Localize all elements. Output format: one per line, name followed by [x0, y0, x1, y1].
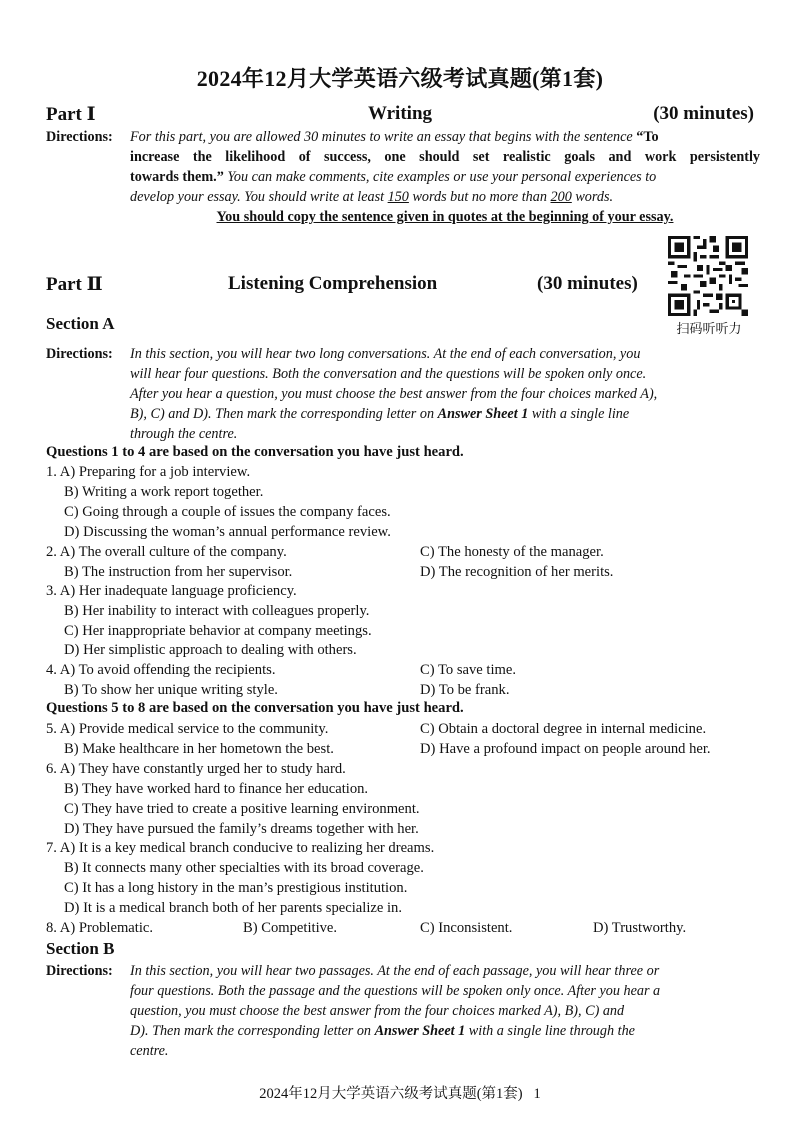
part1-time: (30 minutes)	[653, 103, 754, 124]
q6-option-c: C) They have tried to create a positive learning environment.	[64, 801, 420, 817]
qr-code-icon[interactable]	[668, 236, 748, 316]
q7-option-a: 7. A) It is a key medical branch conducive to realizing her dreams.	[46, 840, 435, 856]
q7-option-d: D) It is a medical branch both of her parents specialize in.	[64, 900, 402, 916]
q7-option-b: B) It connects many other specialties with its broad coverage.	[64, 860, 424, 876]
q1-option-d: D) Discussing the woman’s annual performance review.	[64, 524, 391, 540]
qr-caption: 扫码听听力	[676, 322, 742, 337]
q6-option-b: B) They have worked hard to finance her education.	[64, 781, 369, 797]
section-a-title: Section A	[46, 314, 115, 333]
q5-option-d: D) Have a profound impact on people around her.	[420, 741, 711, 757]
q2-option-b: B) The instruction from her supervisor.	[64, 564, 293, 580]
section-a-directions: In this section, you will hear two long conversations. At the end of each conversation, you will hear four questions. Both the conversation and the questions will be spoken only once. After you hear a question, you must choose the best answer from the four choices marked A), B), C) and D). Then mark the corresponding letter on Answer Sheet 1 with a single line through the centre.	[130, 346, 658, 442]
q5-option-c: C) Obtain a doctoral degree in internal medicine.	[420, 721, 707, 737]
q8-option-a: 8. A) Problematic.	[46, 920, 154, 936]
q3-option-a: 3. A) Her inadequate language proficiency.	[46, 583, 297, 599]
questions-5-8-heading: Questions 5 to 8 are based on the conversation you have just heard.	[46, 700, 464, 716]
q4-option-d: D) To be frank.	[420, 682, 510, 698]
page-title: 2024年12月大学英语六级考试真题(第1套)	[196, 66, 604, 91]
section-b-title: Section B	[46, 939, 115, 958]
q6-option-d: D) They have pursued the family’s dreams together with her.	[64, 821, 419, 837]
section-b-directions: In this section, you will hear two passages. At the end of each passage, you will hear three or four questions. Both the passage and the questions will be spoken only once. After you hear a question, you must choose the best answer from the four choices marked A), B), C) and D). Then mark the corresponding letter on Answer Sheet 1 with a single line through the centre.	[130, 963, 661, 1059]
q2-option-d: D) The recognition of her merits.	[420, 564, 614, 580]
section-b-directions-label: Directions:	[46, 963, 113, 979]
q1-option-b: B) Writing a work report together.	[64, 484, 264, 500]
q4-option-a: 4. A) To avoid offending the recipients.	[46, 662, 276, 678]
copy-sentence-note: You should copy the sentence given in quotes at the beginning of your essay.	[216, 209, 674, 225]
q6-option-a: 6. A) They have constantly urged her to study hard.	[46, 761, 346, 777]
part1-label: Part Ⅰ	[46, 104, 96, 125]
q8-option-c: C) Inconsistent.	[420, 920, 513, 936]
questions-1-4-heading: Questions 1 to 4 are based on the conversation you have just heard.	[46, 444, 464, 460]
q3-option-d: D) Her simplistic approach to dealing with others.	[64, 642, 357, 658]
q2-option-c: C) The honesty of the manager.	[420, 544, 604, 560]
part1-directions-label: Directions:	[46, 129, 113, 145]
part2-label: Part Ⅱ	[46, 274, 103, 295]
part2-title: Listening Comprehension	[228, 273, 438, 294]
q8-option-b: B) Competitive.	[243, 920, 338, 936]
part1-title: Writing	[367, 103, 433, 124]
q2-option-a: 2. A) The overall culture of the company.	[46, 544, 287, 560]
part2-time: (30 minutes)	[537, 273, 638, 294]
part1-directions: For this part, you are allowed 30 minutes to write an essay that begins with the sentence “To increase the likelihood of success, one should set realistic goals and work persistently towards them.” You can make comments, cite examples or use your personal experiences to develop your essay. You should write at least 150 words but no more than 200 words.	[130, 129, 760, 205]
section-a-directions-label: Directions:	[46, 346, 113, 362]
q5-option-b: B) Make healthcare in her hometown the best.	[64, 741, 334, 757]
q8-option-d: D) Trustworthy.	[593, 920, 687, 936]
q3-option-b: B) Her inability to interact with colleagues properly.	[64, 603, 370, 619]
q7-option-c: C) It has a long history in the man’s prestigious institution.	[64, 880, 408, 896]
page-footer: 2024年12月大学英语六级考试真题(第1套) 1	[259, 1086, 541, 1102]
q1-option-a: 1. A) Preparing for a job interview.	[46, 464, 251, 480]
q5-option-a: 5. A) Provide medical service to the community.	[46, 721, 329, 737]
q3-option-c: C) Her inappropriate behavior at company meetings.	[64, 623, 372, 639]
q1-option-c: C) Going through a couple of issues the company faces.	[64, 504, 391, 520]
q4-option-b: B) To show her unique writing style.	[64, 682, 278, 698]
q4-option-c: C) To save time.	[420, 662, 516, 678]
